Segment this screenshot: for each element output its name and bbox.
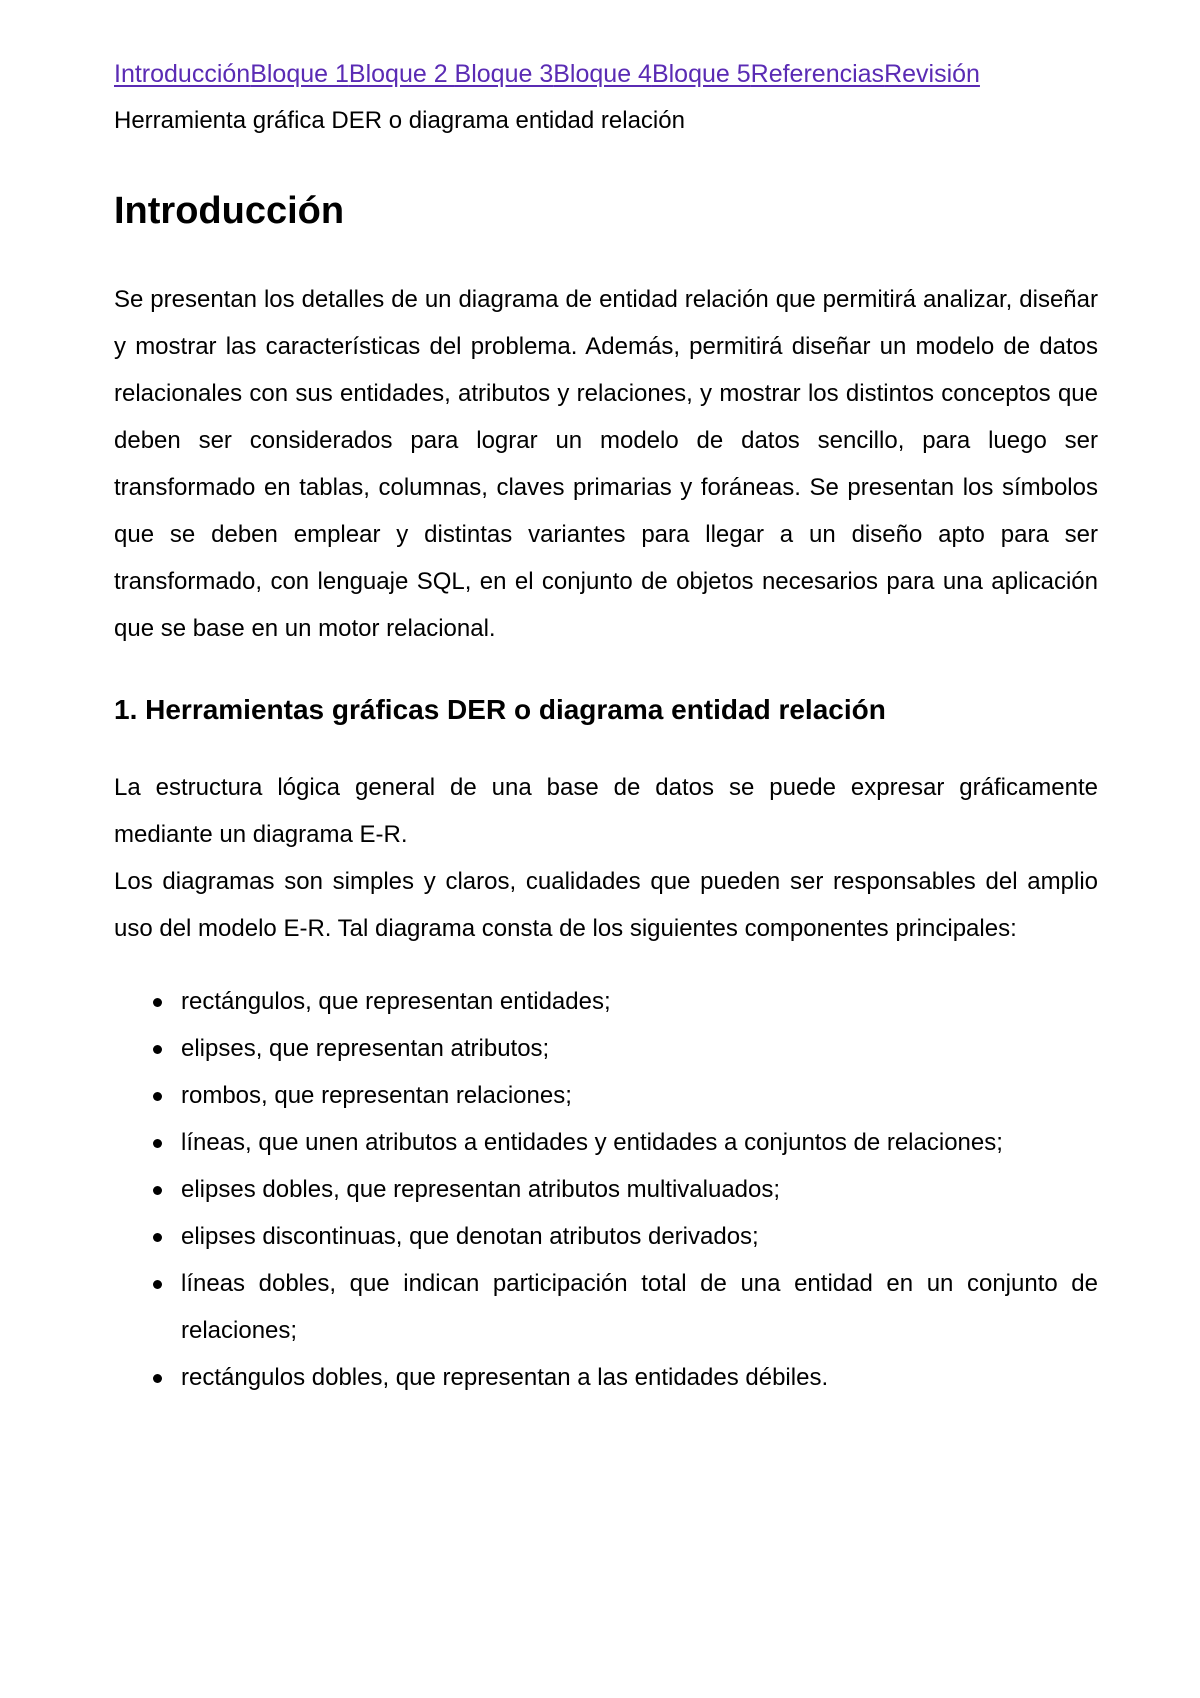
list-item-text: elipses dobles, que representan atributos multivaluados; xyxy=(181,1176,781,1203)
nav-link-bloque-4[interactable]: Bloque 4 xyxy=(553,60,652,88)
nav-link-bloque-5[interactable]: Bloque 5 xyxy=(651,60,751,88)
list-item-text: líneas dobles, que indican participación total de una entidad en un conjunto de relaciones; xyxy=(181,1270,1098,1344)
bullet-icon xyxy=(153,1374,162,1383)
nav-link-introduccion[interactable]: Introducción xyxy=(114,60,251,88)
list-item-text: elipses discontinuas, que denotan atributos derivados; xyxy=(181,1223,759,1250)
list-item xyxy=(114,1166,1098,1213)
section-1-paragraph-1: La estructura lógica general de una base de datos se puede expresar gráficamente mediante un diagrama E-R. xyxy=(114,774,1098,848)
list-item xyxy=(114,1072,1098,1119)
list-item xyxy=(114,1119,1098,1166)
nav-link-revision[interactable]: Revisión xyxy=(884,60,980,88)
components-list xyxy=(114,978,1098,1401)
section-1-heading: 1. Herramientas gráficas DER o diagrama entidad relación xyxy=(114,694,886,725)
section-1-paragraph-2: Los diagramas son simples y claros, cualidades que pueden ser responsables del amplio uso del modelo E-R. Tal diagrama consta de los siguientes componentes principales: xyxy=(114,868,1098,942)
list-item xyxy=(114,1213,1098,1260)
list-item xyxy=(114,1354,1098,1401)
intro-paragraph: Se presentan los detalles de un diagrama de entidad relación que permitirá analizar, diseñar y mostrar las características del problema. Además, permitirá diseñar un modelo de datos relacionales con sus entidades, atributos y relaciones, y mostrar los distintos conceptos que deben ser considerados para lograr un modelo de datos sencillo, para luego ser transformado en tablas, columnas, claves primarias y foráneas. Se presentan los símbolos que se deben emplear y distintas variantes para llegar a un diseño apto para ser transformado, con lenguaje SQL, en el conjunto de objetos necesarios para una aplicación que se base en un motor relacional. xyxy=(114,286,1098,642)
list-item xyxy=(114,978,1098,1025)
bullet-icon xyxy=(153,1186,162,1195)
list-item xyxy=(114,1260,1098,1354)
bullet-icon xyxy=(153,998,162,1007)
list-item xyxy=(114,1025,1098,1072)
bullet-icon xyxy=(153,1045,162,1054)
document-subtitle: Herramienta gráfica DER o diagrama entidad relación xyxy=(114,107,685,134)
document-page xyxy=(114,56,1098,1401)
list-item-text: rombos, que representan relaciones; xyxy=(181,1082,572,1109)
list-item-text: rectángulos, que representan entidades; xyxy=(181,988,611,1015)
bullet-icon xyxy=(153,1139,162,1148)
section-nav xyxy=(114,56,1098,92)
list-item-text: rectángulos dobles, que representan a las entidades débiles. xyxy=(181,1364,829,1391)
list-item-text: elipses, que representan atributos; xyxy=(181,1035,550,1062)
bullet-icon xyxy=(153,1280,162,1289)
intro-heading: Introducción xyxy=(114,190,345,232)
nav-link-referencias[interactable]: Referencias xyxy=(750,60,885,88)
bullet-icon xyxy=(153,1092,162,1101)
list-item-text: líneas, que unen atributos a entidades y entidades a conjuntos de relaciones; xyxy=(181,1129,1003,1156)
nav-link-bloque-3[interactable]: Bloque 3 xyxy=(454,60,554,88)
bullet-icon xyxy=(153,1233,162,1242)
nav-link-bloque-1[interactable]: Bloque 1 xyxy=(250,60,349,88)
nav-link-bloque-2[interactable]: Bloque 2 xyxy=(348,60,455,88)
